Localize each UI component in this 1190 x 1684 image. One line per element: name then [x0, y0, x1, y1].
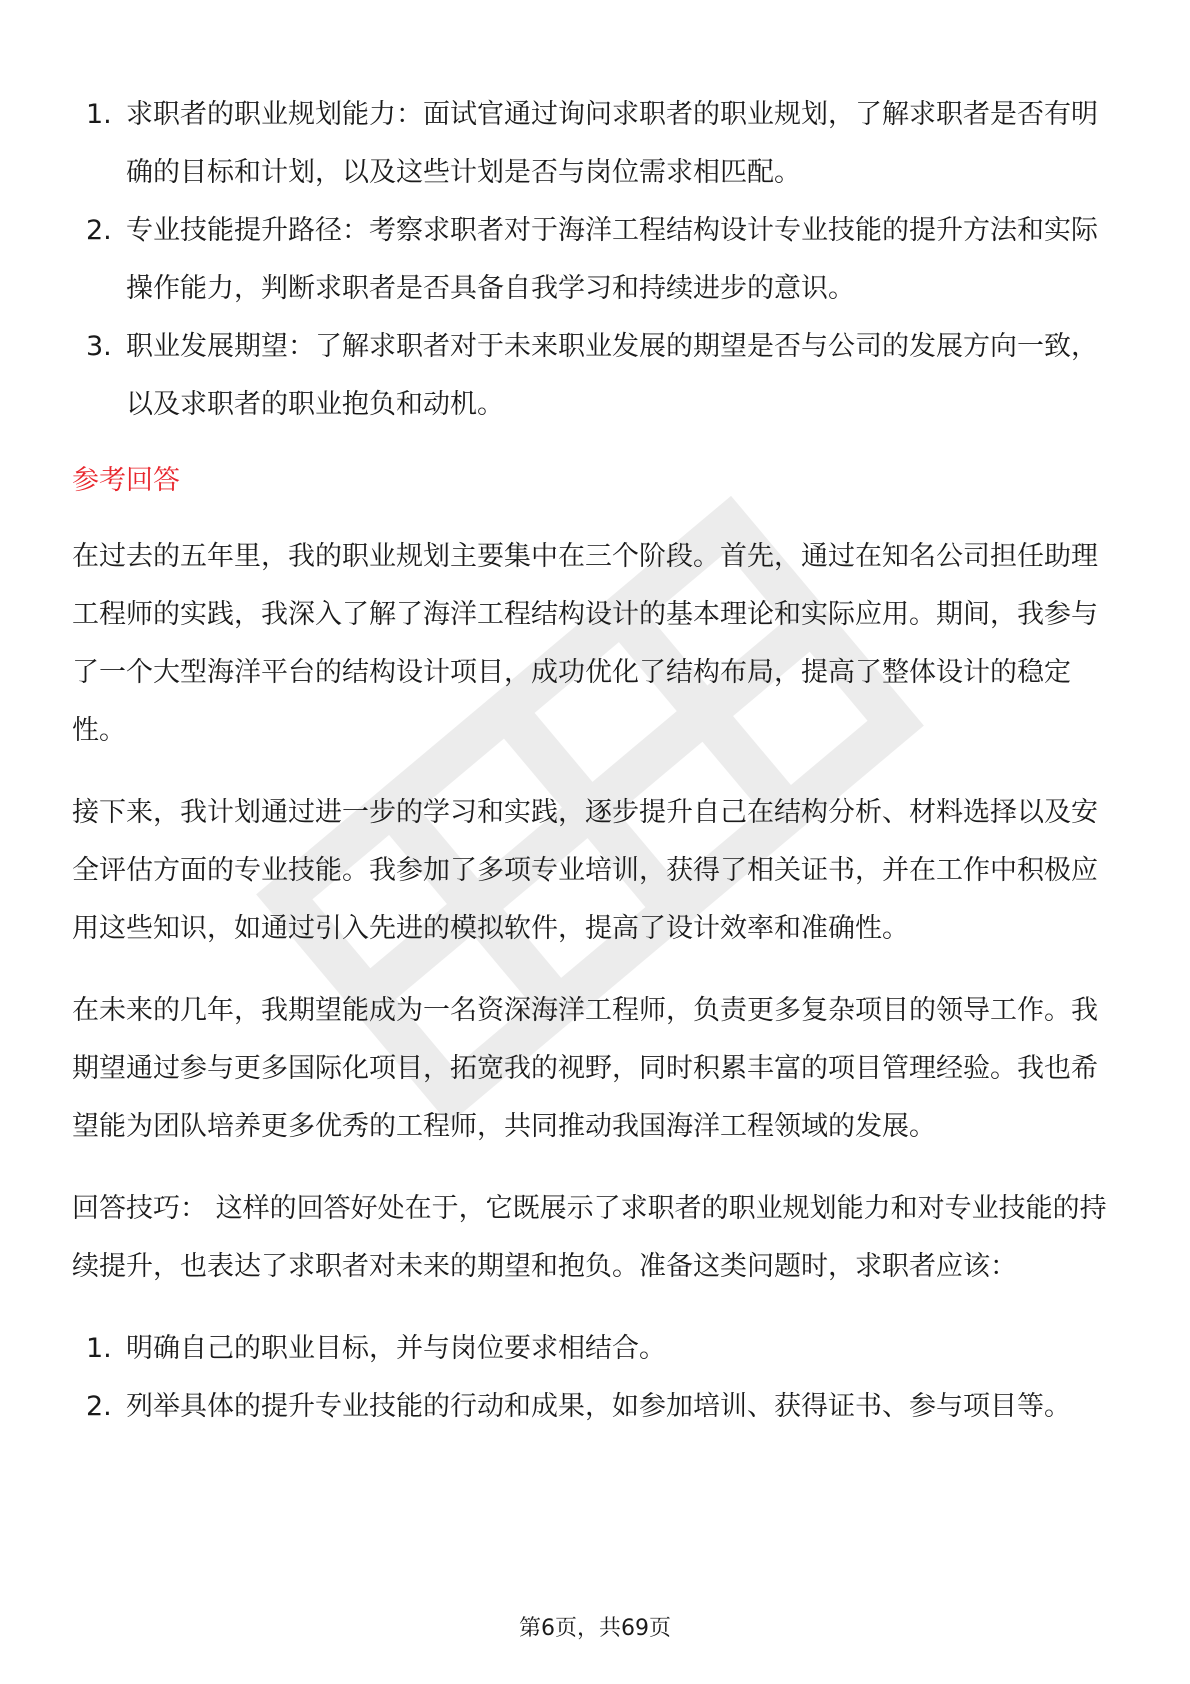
list-item	[72, 86, 1122, 202]
answer-paragraph: 在未来的几年，我期望能成为一名资深海洋工程师，负责更多复杂项目的领导工作。我期望通过参与更多国际化项目，拓宽我的视野，同时积累丰富的项目管理经验。我也希望能为团队培养更多优秀的工程师，共同推动我国海洋工程领域的发展。	[72, 995, 1098, 1142]
document-content	[72, 86, 1122, 1436]
list-item	[72, 1320, 1122, 1378]
answer-paragraph: 接下来，我计划通过进一步的学习和实践，逐步提升自己在结构分析、材料选择以及安全评估方面的专业技能。我参加了多项专业培训，获得了相关证书，并在工作中积极应用这些知识，如通过引入先进的模拟软件，提高了设计效率和准确性。	[72, 797, 1098, 944]
list-item	[72, 318, 1122, 434]
evaluation-points-list	[72, 86, 1122, 434]
page-footer: 第6页，共69页	[519, 1616, 671, 1641]
list-number: 1.	[86, 99, 112, 130]
list-item-text: 列举具体的提升专业技能的行动和成果，如参加培训、获得证书、参与项目等。	[126, 1391, 1071, 1422]
tips-paragraph: 回答技巧： 这样的回答好处在于，它既展示了求职者的职业规划能力和对专业技能的持续提升，也表达了求职者对未来的期望和抱负。准备这类问题时，求职者应该：	[72, 1193, 1107, 1282]
list-number: 3.	[86, 331, 112, 362]
section-heading: 参考回答	[72, 465, 180, 496]
list-item-text: 明确自己的职业目标，并与岗位要求相结合。	[126, 1333, 666, 1364]
list-number: 1.	[86, 1333, 112, 1364]
list-item-text: 专业技能提升路径：考察求职者对于海洋工程结构设计专业技能的提升方法和实际操作能力，判断求职者是否具备自我学习和持续进步的意识。	[126, 215, 1098, 304]
answer-paragraph: 在过去的五年里，我的职业规划主要集中在三个阶段。首先，通过在知名公司担任助理工程师的实践，我深入了解了海洋工程结构设计的基本理论和实际应用。期间，我参与了一个大型海洋平台的结构设计项目，成功优化了结构布局，提高了整体设计的稳定性。	[72, 541, 1098, 746]
list-number: 2.	[86, 215, 112, 246]
list-item	[72, 202, 1122, 318]
list-item	[72, 1378, 1122, 1436]
list-item-text: 职业发展期望：了解求职者对于未来职业发展的期望是否与公司的发展方向一致，以及求职者的职业抱负和动机。	[126, 331, 1098, 420]
list-number: 2.	[86, 1391, 112, 1422]
list-item-text: 求职者的职业规划能力：面试官通过询问求职者的职业规划，了解求职者是否有明确的目标和计划，以及这些计划是否与岗位需求相匹配。	[126, 99, 1098, 188]
tips-list	[72, 1320, 1122, 1436]
